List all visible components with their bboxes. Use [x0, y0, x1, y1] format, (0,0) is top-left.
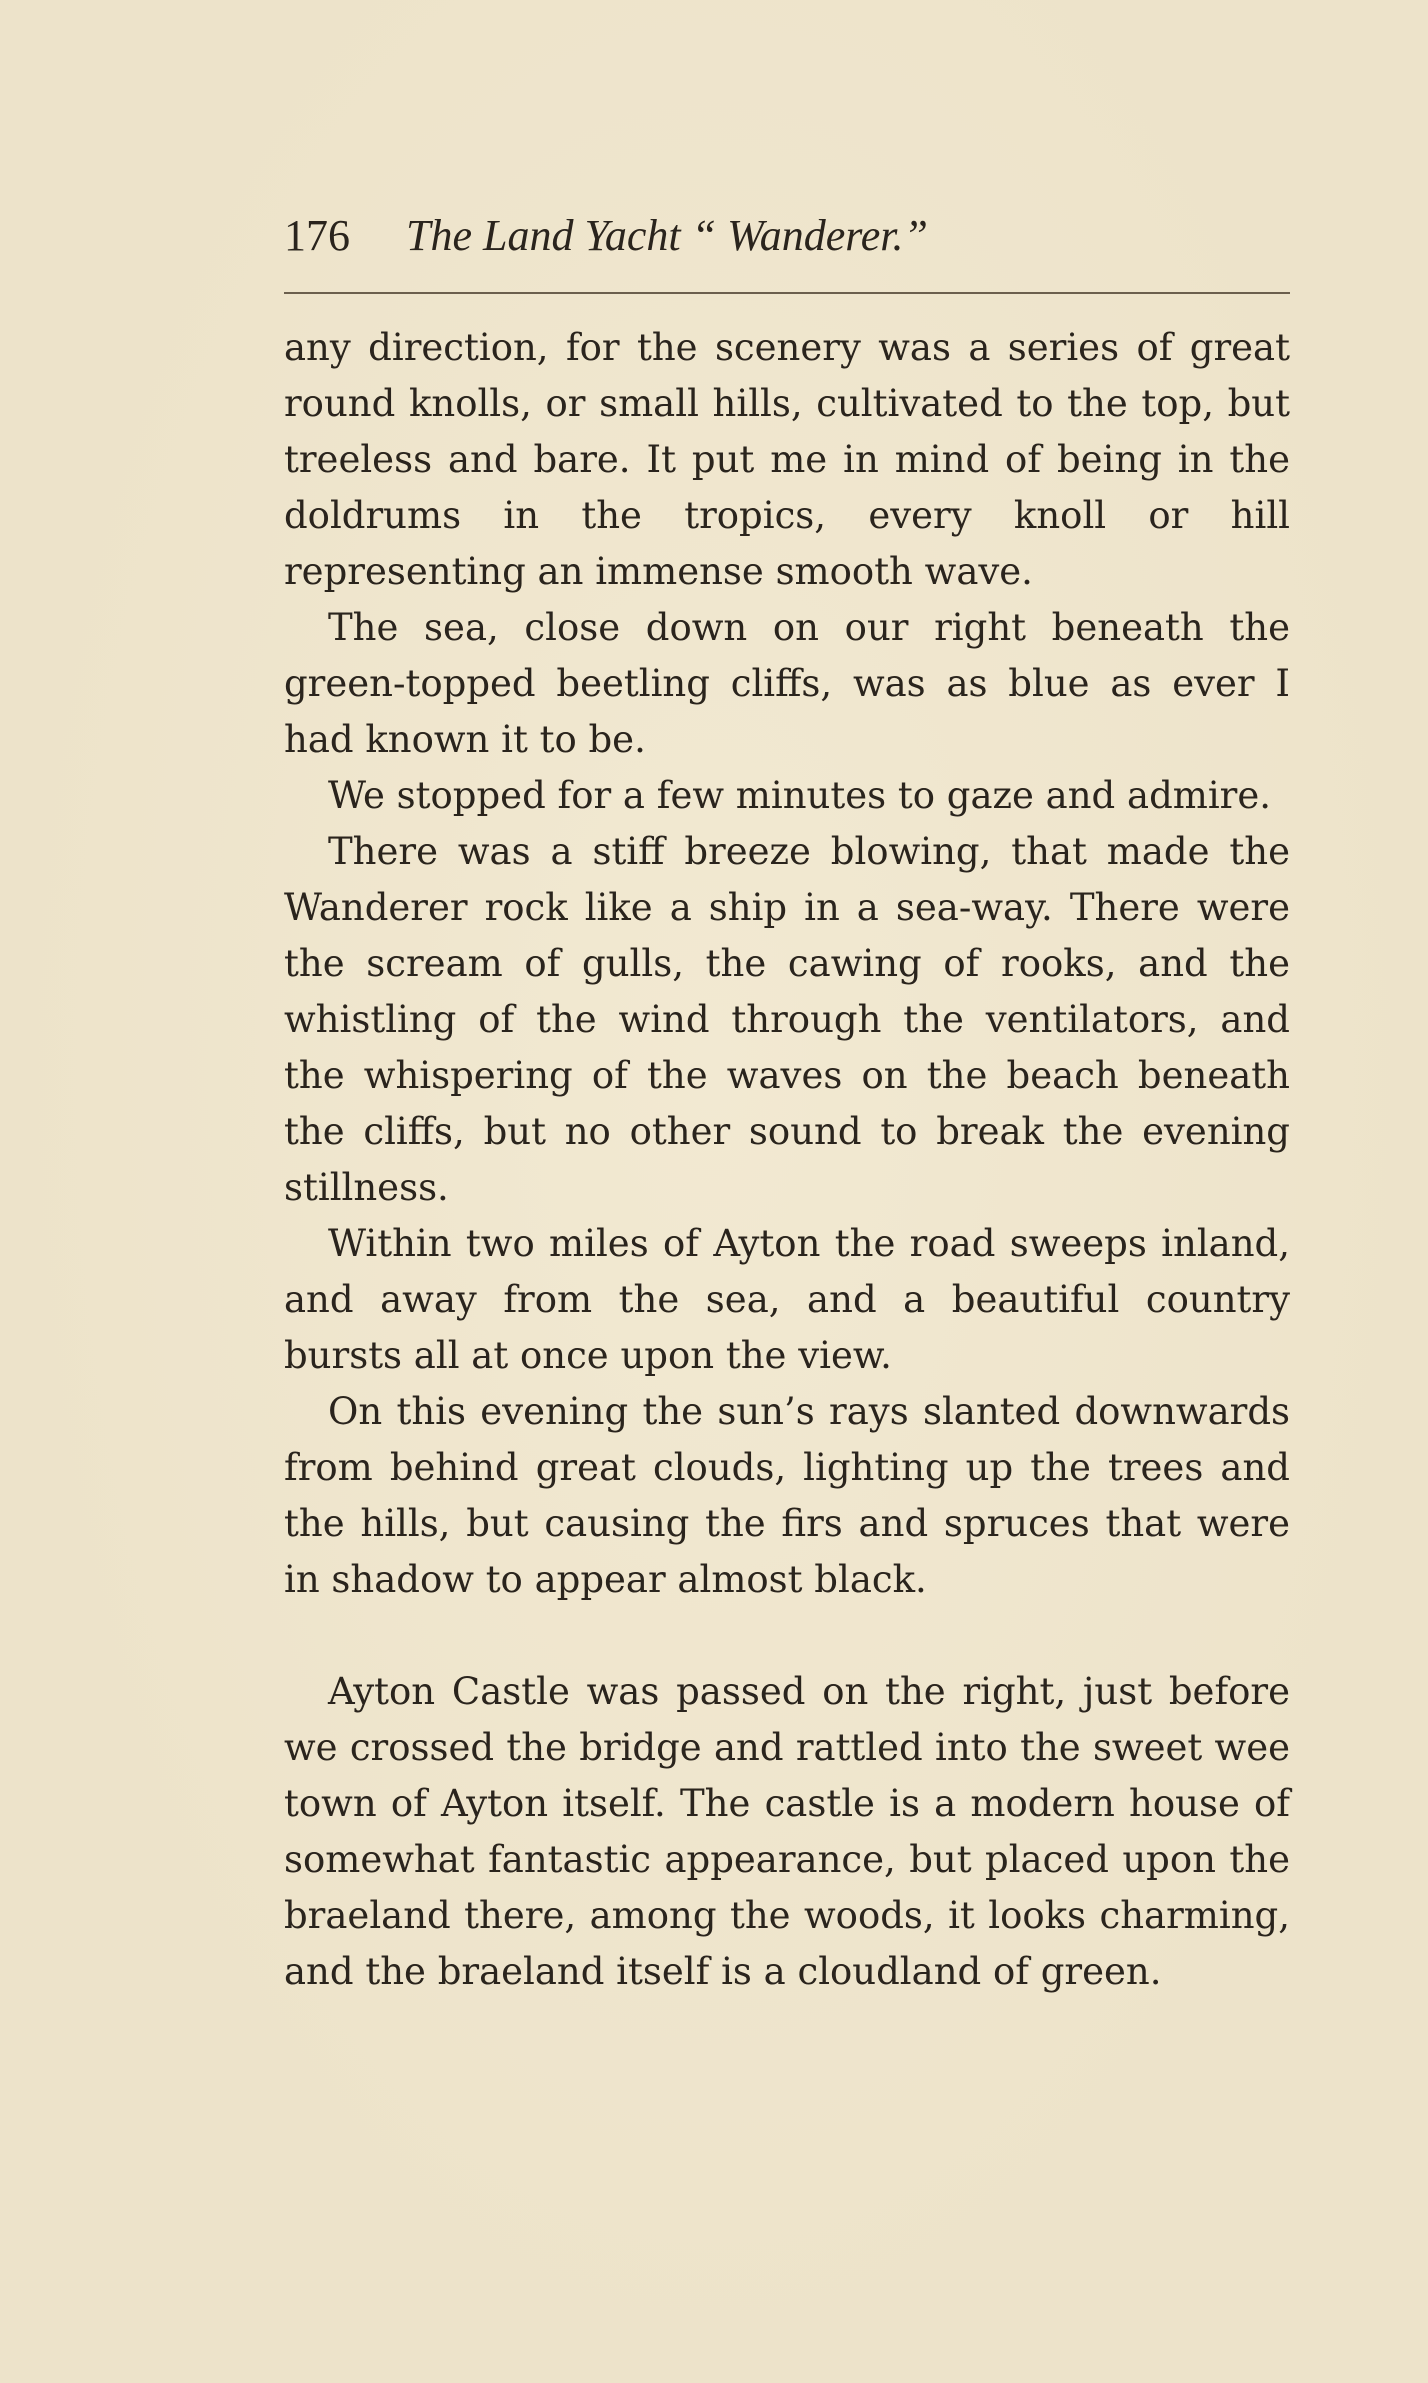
paragraph-continued: any direction, for the scenery was a series of great round knolls, or small hills, cultivated to the top, but treeless and bare. It put me in mind of being in the doldrums in the tropics, every knoll or hill representing an immense smooth wave. [284, 326, 1290, 593]
paragraph-breeze: There was a stiff breeze blowing, that made the Wanderer rock like a ship in a sea-way. There were the scream of gulls, the cawing of rooks, and the whistling of the wind through the ventilators, and the whispering of the waves on the beach beneath the cliffs, but no other sound to break the evening stillness. [284, 830, 1290, 1209]
paragraph-stopped: We stopped for a few minutes to gaze and admire. [328, 774, 1272, 817]
paragraph-ayton-road: Within two miles of Ayton the road sweeps inland, and away from the sea, and a beautiful country bursts all at once upon the view. [284, 1222, 1290, 1377]
page-number: 176 [284, 211, 350, 260]
paragraph-ayton-castle: Ayton Castle was passed on the right, just before we crossed the bridge and rattled into the sweet wee town of Ayton itself. The castle is a modern house of somewhat fantastic appearance, but placed upon the braeland there, among the woods, it looks charming, and the braeland itself is a cloudland of green. [284, 1670, 1290, 1993]
paragraph-sun-rays: On this evening the sun’s rays slanted downwards from behind great clouds, lighting up the trees and the hills, but causing the firs and spruces that were in shadow to appear almost black. [284, 1390, 1290, 1601]
body-text [284, 320, 1290, 2000]
paragraph-sea: The sea, close down on our right beneath the green-topped beetling cliffs, was as blue as ever I had known it to be. [284, 606, 1290, 761]
running-head [284, 206, 1284, 266]
header-rule [284, 292, 1290, 294]
running-title: The Land Yacht “ Wanderer.” [406, 211, 929, 260]
